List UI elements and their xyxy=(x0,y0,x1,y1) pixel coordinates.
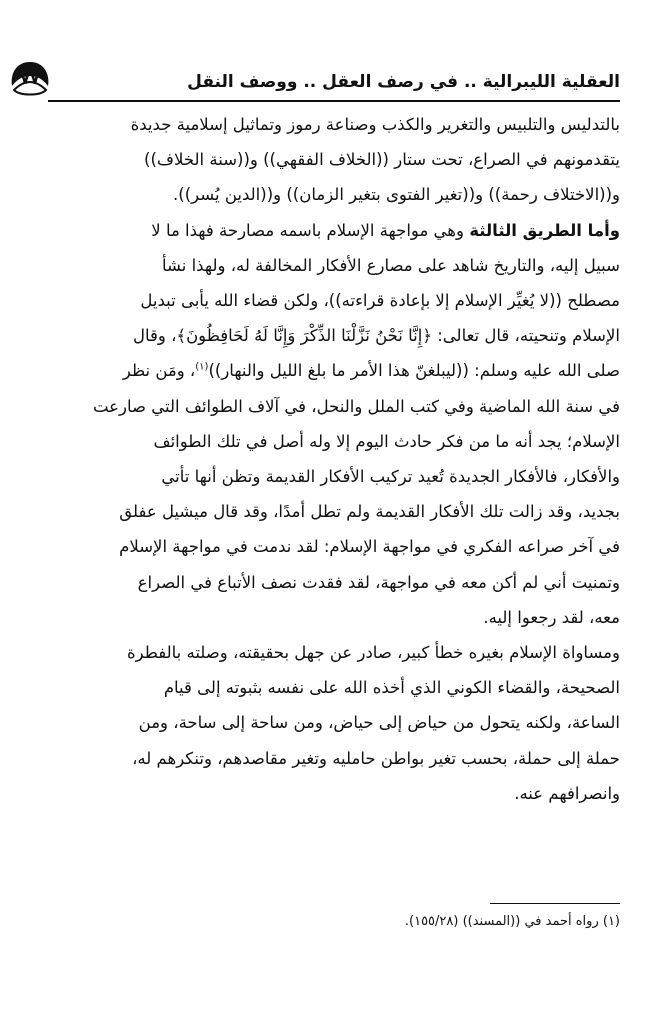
text-line: الإسلام وتنحيته، قال تعالى: ﴿إِنَّا نَحْنُ نَزَّلْنَا الذِّكْرَ وَإِنَّا لَهُ لَحَافِظُونَ﴾، وقال xyxy=(132,326,620,346)
paragraph-lead: وأما الطريق الثالثة xyxy=(469,220,620,240)
text-line: حملة إلى حملة، بحسب تغير بواطن حامليه وتغير مقاصدهم، وتنكرهم له، xyxy=(132,748,620,768)
text-line: بجديد، وقد زالت تلك الأفكار القديمة ولم تطل أمدًا، وقد قال ميشيل عفلق xyxy=(119,502,620,522)
footnote: (١) رواه أحمد في ((المسند)) (١٥٥/٢٨). xyxy=(404,914,620,929)
page-number-badge xyxy=(8,56,52,100)
text-line: وتمنيت أني لم أكن معه في مواجهة، لقد فقدت نصف الأتباع في الصراع xyxy=(137,572,620,592)
text-line: وانصرافهم عنه. xyxy=(514,783,620,803)
text-span: وهي مواجهة الإسلام باسمه مصارحة فهذا ما لا xyxy=(151,220,470,240)
text-line: مصطلح ((لا يُغيِّر الإسلام إلا بإعادة قراءته))، ولكن قضاء الله يأبى تبديل xyxy=(140,291,620,311)
text-line: في آخر صراعه الفكري في مواجهة الإسلام: لقد ندمت في مواجهة الإسلام xyxy=(119,537,620,557)
main-text xyxy=(30,107,620,811)
text-line: ومساواة الإسلام بغيره خطأ كبير، صادر عن جهل بحقيقته، وصلته بالفطرة xyxy=(126,643,620,663)
text-line xyxy=(30,213,620,248)
running-header xyxy=(8,54,620,100)
text-line: الإسلام؛ يجد أنه ما من فكر حادث اليوم إلا وله أصل في تلك الطوائف xyxy=(153,431,620,451)
text-span: صلى الله عليه وسلم: ((ليبلغنّ هذا الأمر ما بلغ الليل والنهار)) xyxy=(208,361,620,381)
text-line xyxy=(30,353,620,388)
paragraph-3 xyxy=(30,635,620,811)
header-divider xyxy=(48,100,620,102)
page-number: ٧٧ xyxy=(20,69,40,88)
paragraph-1 xyxy=(30,107,620,213)
text-span: ، ومَن نظر xyxy=(122,361,196,381)
paragraph-2 xyxy=(30,213,620,635)
text-line: والأفكار، فالأفكار الجديدة تُعيد تركيب الأفكار القديمة وتظن أنها تأتي xyxy=(161,467,620,487)
text-line: يتقدمونهم في الصراع، تحت ستار ((الخلاف الفقهي)) و((سنة الخلاف)) xyxy=(144,150,620,170)
header-title: العقلية الليبرالية .. في رصف العقل .. ووصف النقل xyxy=(187,72,620,92)
text-line: الساعة، ولكنه يتحول من حياض إلى حياض، ومن ساحة إلى ساحة، ومن xyxy=(138,713,620,733)
footnote-divider xyxy=(490,903,620,904)
text-line: معه، لقد رجعوا إليه. xyxy=(483,607,620,627)
text-line: الصحيحة، والقضاء الكوني الذي أخذه الله على نفسه بثبوته إلى قيام xyxy=(163,678,620,698)
footnote-marker: (١) xyxy=(195,361,209,373)
text-line: و((الاختلاف رحمة)) و((تغير الفتوى بتغير الزمان)) و((الدين يُسر)). xyxy=(173,185,620,205)
text-line: سبيل إليه، والتاريخ شاهد على مصارع الأفكار المخالفة له، ولهذا نشأ xyxy=(162,255,620,275)
text-line: بالتدليس والتلبيس والتغرير والكذب وصناعة رموز وتماثيل إسلامية جديدة xyxy=(130,115,620,134)
text-line: في سنة الله الماضية وفي كتب الملل والنحل، في آلاف الطوائف التي صارعت xyxy=(92,396,620,416)
